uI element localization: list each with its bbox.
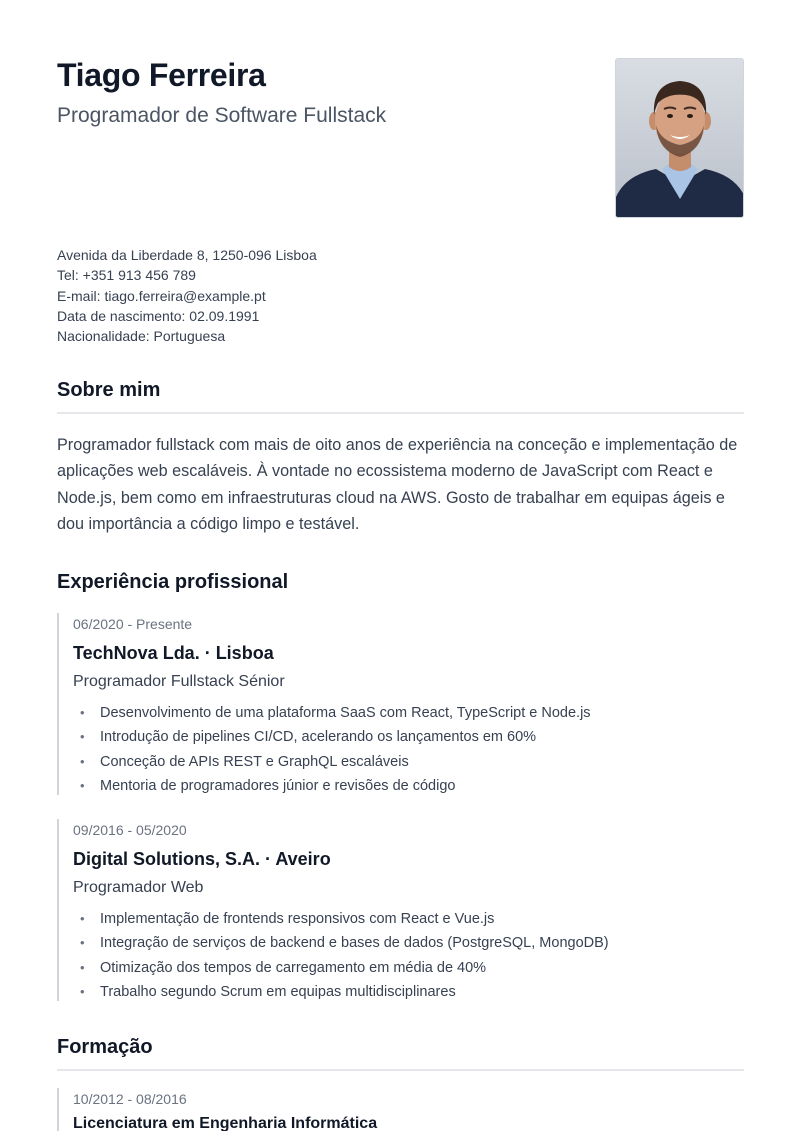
contact-address: Avenida da Liberdade 8, 1250-096 Lisboa: [57, 247, 317, 263]
contact-block: [57, 245, 317, 346]
experience-role: Programador Fullstack Sénior: [73, 673, 285, 690]
education-entry: [57, 1088, 744, 1131]
candidate-title: Programador de Software Fullstack: [57, 104, 387, 127]
experience-entry: [57, 819, 744, 1001]
list-item: • Desenvolvimento de uma plataforma SaaS com React, TypeScript e Node.js: [73, 701, 744, 725]
education-divider: [57, 1069, 744, 1071]
experience-heading: Experiência profissional: [57, 571, 289, 593]
contact-email: E-mail: tiago.ferreira@example.pt: [57, 287, 266, 304]
contact-birthdate: Data de nascimento: 02.09.1991: [57, 307, 260, 324]
list-item: • Introdução de pipelines CI/CD, acelerando os lançamentos em 60%: [73, 725, 744, 749]
experience-bullets: [73, 907, 744, 1004]
contact-nationality: Nacionalidade: Portuguesa: [57, 328, 226, 345]
education-heading: Formação: [57, 1036, 153, 1058]
list-item: • Conceção de APIs REST e GraphQL escaláveis: [73, 750, 744, 774]
candidate-name: Tiago Ferreira: [57, 57, 266, 93]
about-text: Programador fullstack com mais de oito anos de experiência na conceção e implementação de aplicações web escaláveis. À vontade no ecossistema moderno de JavaScript com React e Node.js, bem como em infraestruturas cloud na AWS. Gosto de trabalhar em equipas ágeis e dou importância a código limpo e testável.: [57, 436, 738, 534]
experience-company: TechNova Lda. · Lisboa: [73, 643, 274, 663]
list-item: • Trabalho segundo Scrum em equipas multidisciplinares: [73, 980, 744, 1004]
list-item: • Otimização dos tempos de carregamento em média de 40%: [73, 956, 744, 980]
experience-date: 09/2016 - 05/2020: [73, 822, 187, 838]
experience-role: Programador Web: [73, 879, 204, 896]
experience-bullets: [73, 701, 744, 798]
list-item: • Mentoria de programadores júnior e revisões de código: [73, 774, 744, 798]
experience-entry: [57, 613, 744, 795]
list-item: • Integração de serviços de backend e bases de dados (PostgreSQL, MongoDB): [73, 931, 744, 955]
contact-phone: Tel: +351 913 456 789: [57, 267, 196, 284]
about-divider: [57, 412, 744, 414]
experience-company: Digital Solutions, S.A. · Aveiro: [73, 849, 331, 869]
education-degree: Licenciatura em Engenharia Informática: [73, 1115, 378, 1131]
list-item: • Implementação de frontends responsivos com React e Vue.js: [73, 907, 744, 931]
experience-date: 06/2020 - Presente: [73, 616, 193, 632]
profile-photo: [615, 58, 744, 218]
education-date: 10/2012 - 08/2016: [73, 1091, 187, 1107]
about-heading: Sobre mim: [57, 379, 161, 401]
